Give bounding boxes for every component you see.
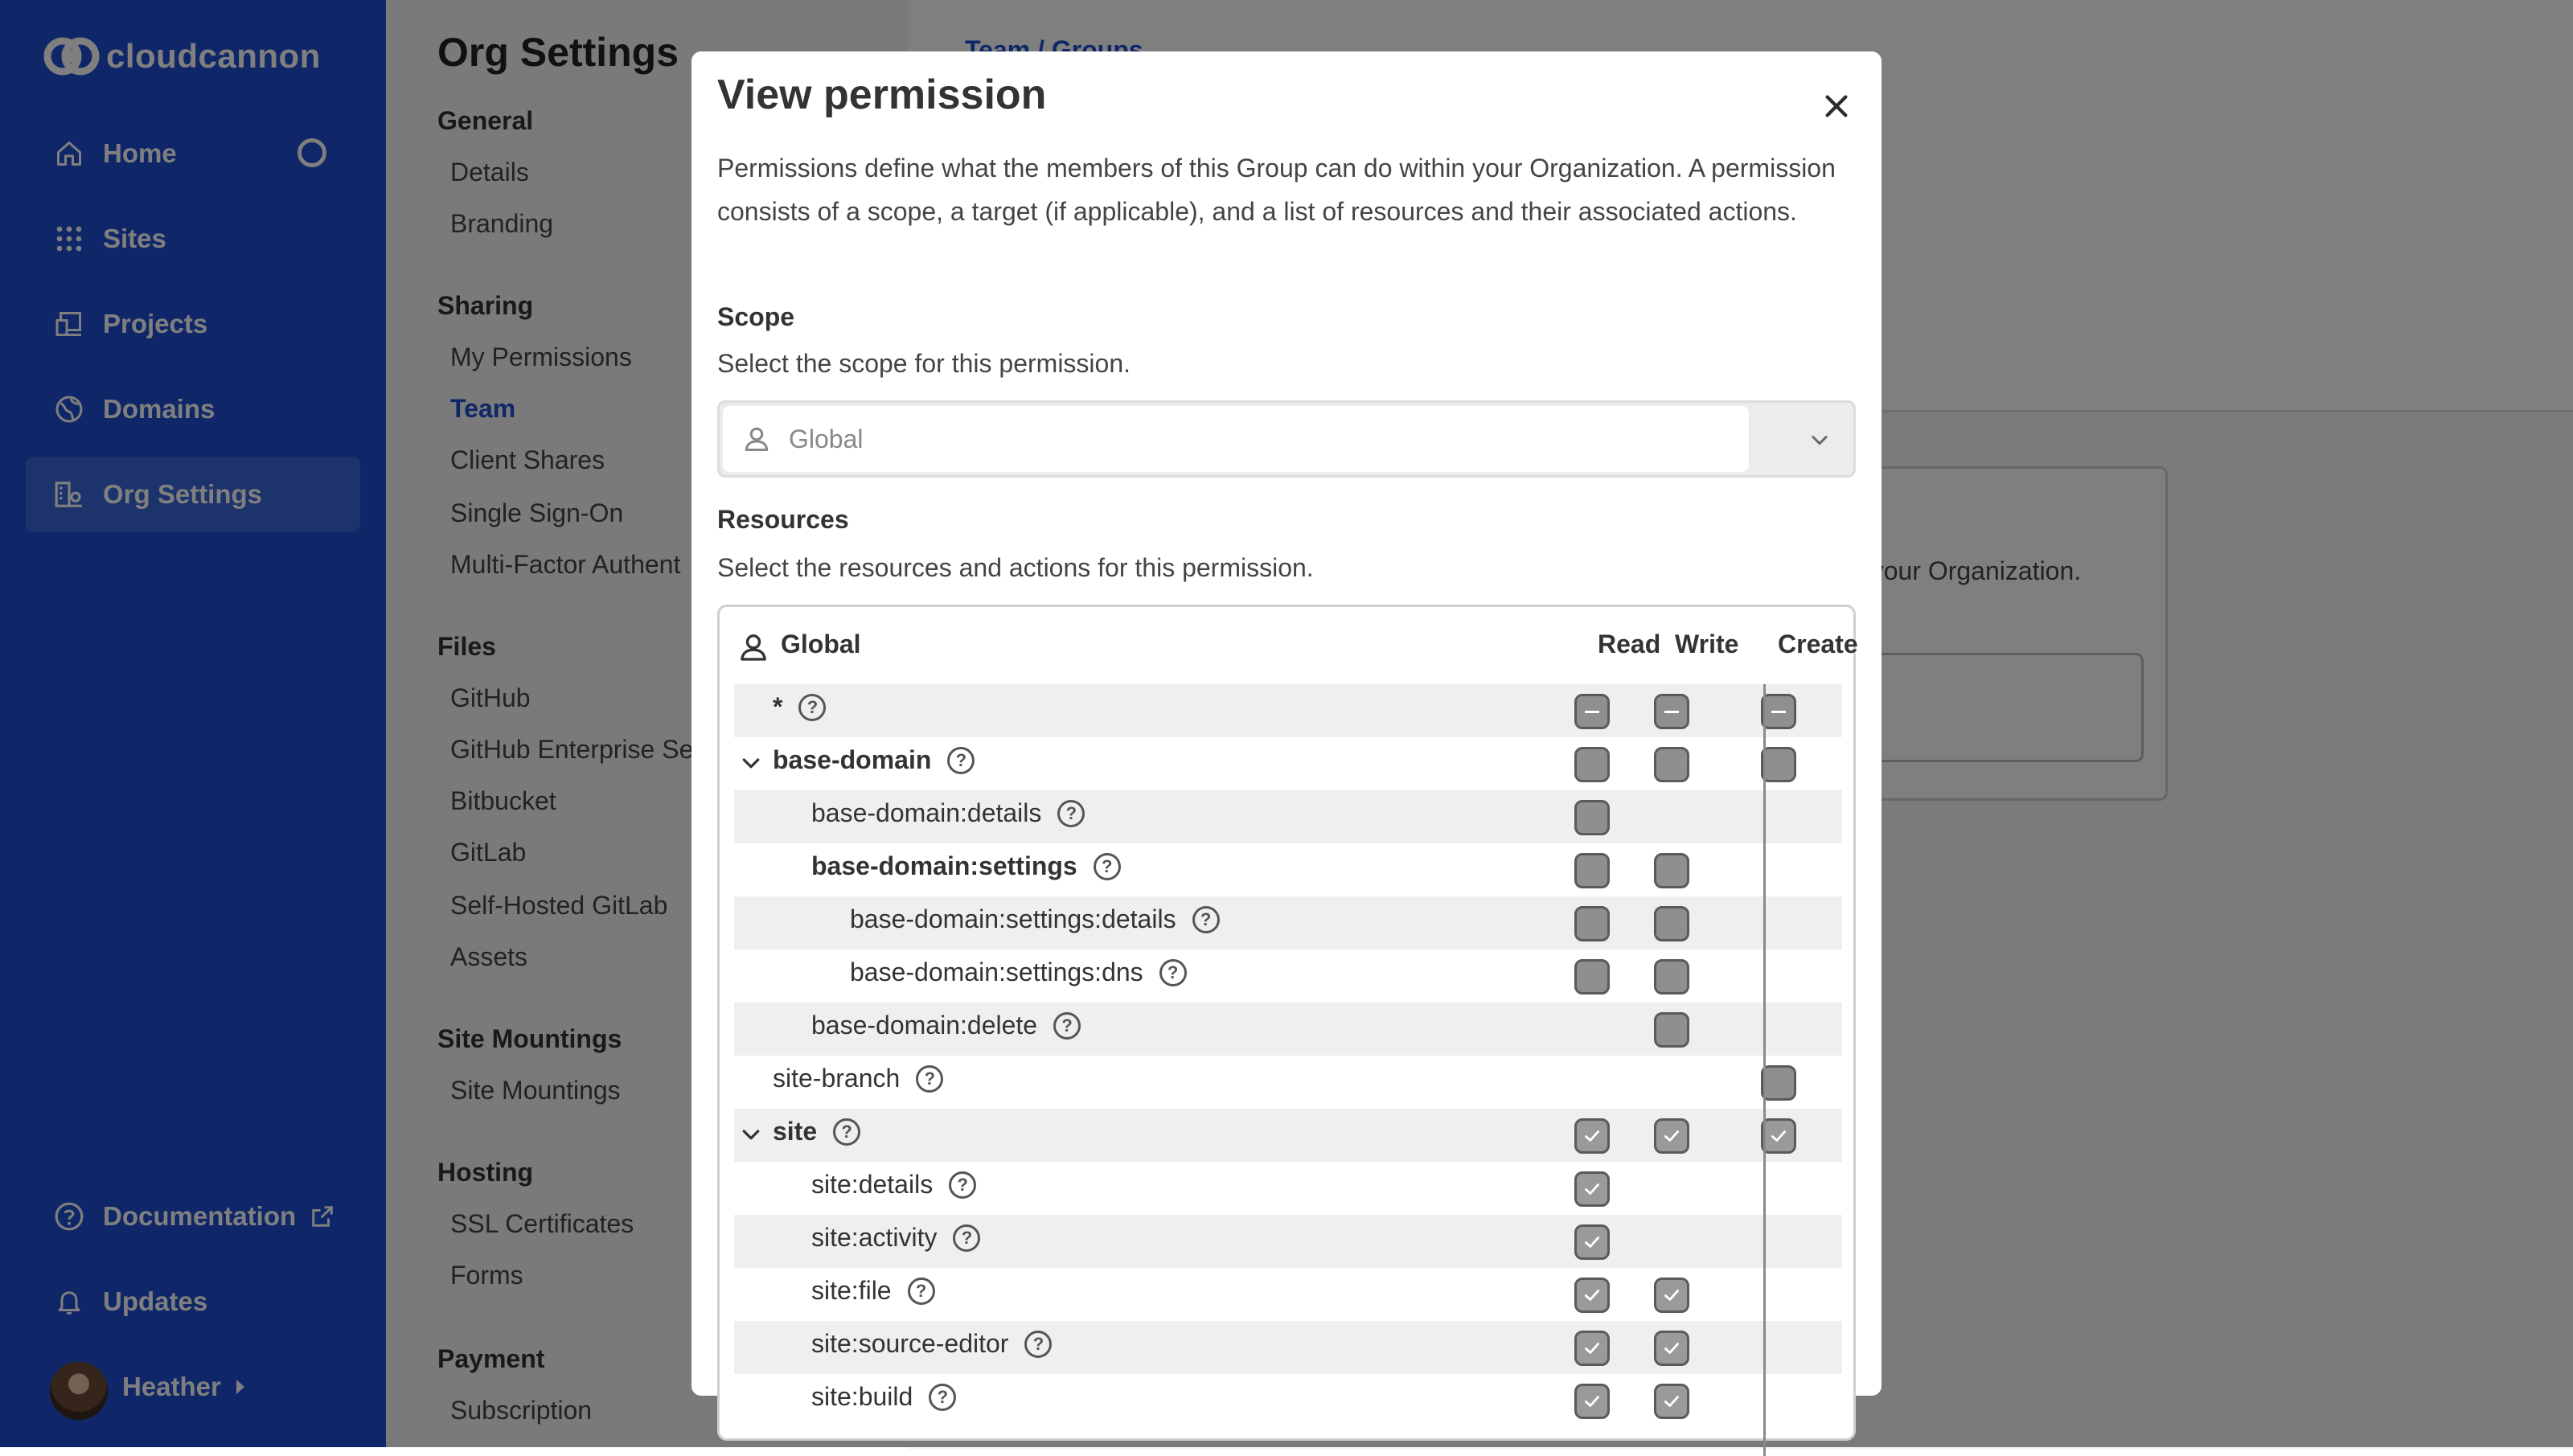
write-checkbox[interactable] bbox=[1654, 853, 1689, 888]
table-row bbox=[734, 1162, 1842, 1215]
table-row bbox=[734, 737, 1842, 790]
help-icon[interactable]: ? bbox=[947, 747, 975, 774]
help-icon[interactable]: ? bbox=[1024, 1331, 1052, 1358]
column-divider bbox=[1763, 684, 1766, 1456]
chevron-down-icon[interactable] bbox=[739, 1123, 763, 1147]
resource-name: site bbox=[773, 1117, 818, 1146]
chevron-down-icon[interactable] bbox=[739, 752, 763, 776]
scope-select[interactable] bbox=[717, 400, 1856, 478]
read-checkbox[interactable] bbox=[1574, 747, 1610, 782]
table-row bbox=[734, 790, 1842, 843]
create-checkbox[interactable] bbox=[1761, 747, 1796, 782]
column-header-create: Create bbox=[1778, 630, 1858, 658]
read-checkbox[interactable] bbox=[1574, 800, 1610, 835]
resource-name: * bbox=[773, 692, 783, 721]
help-icon[interactable]: ? bbox=[949, 1171, 976, 1199]
user-icon bbox=[737, 631, 769, 663]
table-row bbox=[734, 1268, 1842, 1321]
write-checkbox[interactable] bbox=[1654, 959, 1689, 995]
resource-name: site-branch bbox=[773, 1064, 901, 1093]
resource-name: site:build bbox=[811, 1382, 913, 1411]
table-row bbox=[734, 896, 1842, 949]
resource-label bbox=[811, 1329, 1052, 1359]
read-checkbox[interactable] bbox=[1574, 1224, 1610, 1260]
resource-label bbox=[811, 1276, 935, 1306]
table-row bbox=[734, 949, 1842, 1003]
scope-label: Scope bbox=[717, 302, 795, 331]
help-icon[interactable]: ? bbox=[929, 1384, 956, 1411]
table-row bbox=[734, 1003, 1842, 1056]
resources-label: Resources bbox=[717, 505, 849, 534]
resource-name: base-domain:settings:dns bbox=[850, 958, 1143, 986]
help-icon[interactable]: ? bbox=[1057, 800, 1085, 827]
close-button[interactable] bbox=[1814, 84, 1859, 129]
user-icon bbox=[742, 423, 774, 455]
resource-label bbox=[773, 1117, 860, 1146]
table-row bbox=[734, 684, 1842, 737]
resource-name: base-domain:details bbox=[811, 798, 1042, 827]
read-checkbox[interactable] bbox=[1574, 853, 1610, 888]
help-icon[interactable]: ? bbox=[1159, 959, 1187, 986]
resource-name: base-domain:delete bbox=[811, 1011, 1038, 1040]
resource-label bbox=[811, 1223, 980, 1253]
scope-value: Global bbox=[789, 424, 864, 453]
table-row bbox=[734, 1215, 1842, 1268]
column-header-read: Read bbox=[1598, 630, 1661, 658]
resource-name: base-domain:settings bbox=[811, 851, 1077, 880]
write-checkbox[interactable] bbox=[1654, 1012, 1689, 1048]
read-checkbox[interactable] bbox=[1574, 1384, 1610, 1419]
read-checkbox[interactable] bbox=[1574, 1118, 1610, 1154]
help-icon[interactable]: ? bbox=[1192, 906, 1220, 933]
table-row bbox=[734, 1374, 1842, 1427]
write-checkbox[interactable] bbox=[1654, 1331, 1689, 1366]
table-row bbox=[734, 1321, 1842, 1374]
resource-label bbox=[850, 958, 1187, 987]
help-icon[interactable]: ? bbox=[1053, 1012, 1081, 1040]
write-checkbox[interactable] bbox=[1654, 1384, 1689, 1419]
resource-label bbox=[773, 1064, 943, 1093]
create-checkbox[interactable] bbox=[1761, 1118, 1796, 1154]
resource-name: base-domain bbox=[773, 745, 932, 774]
help-icon[interactable]: ? bbox=[908, 1278, 935, 1305]
modal-title: View permission bbox=[717, 72, 1047, 118]
resource-label bbox=[811, 851, 1121, 881]
read-checkbox[interactable] bbox=[1574, 906, 1610, 941]
create-checkbox[interactable] bbox=[1761, 694, 1796, 729]
read-checkbox[interactable] bbox=[1574, 694, 1610, 729]
table-row bbox=[734, 1109, 1842, 1162]
help-icon[interactable]: ? bbox=[833, 1118, 860, 1146]
help-icon[interactable]: ? bbox=[798, 694, 826, 721]
read-checkbox[interactable] bbox=[1574, 1331, 1610, 1366]
column-header-write: Write bbox=[1675, 630, 1739, 658]
table-row bbox=[734, 843, 1842, 896]
resources-help: Select the resources and actions for this permission. bbox=[717, 553, 1314, 582]
help-icon[interactable]: ? bbox=[916, 1065, 943, 1093]
help-icon[interactable]: ? bbox=[953, 1224, 980, 1252]
table-scope-header: Global bbox=[781, 630, 861, 658]
table-row bbox=[734, 1056, 1842, 1109]
close-icon bbox=[1823, 92, 1850, 120]
read-checkbox[interactable] bbox=[1574, 1171, 1610, 1207]
resource-label bbox=[811, 1011, 1081, 1040]
read-checkbox[interactable] bbox=[1574, 959, 1610, 995]
write-checkbox[interactable] bbox=[1654, 1118, 1689, 1154]
resource-label bbox=[773, 692, 826, 722]
write-checkbox[interactable] bbox=[1654, 747, 1689, 782]
resource-name: site:file bbox=[811, 1276, 892, 1305]
scope-help: Select the scope for this permission. bbox=[717, 349, 1131, 378]
resource-name: site:source-editor bbox=[811, 1329, 1009, 1358]
permissions-table bbox=[717, 605, 1856, 1441]
write-checkbox[interactable] bbox=[1654, 1278, 1689, 1313]
resource-name: base-domain:settings:details bbox=[850, 904, 1176, 933]
create-checkbox[interactable] bbox=[1761, 1065, 1796, 1101]
resource-label bbox=[811, 798, 1085, 828]
read-checkbox[interactable] bbox=[1574, 1278, 1610, 1313]
resource-label bbox=[811, 1382, 956, 1412]
chevron-down-icon bbox=[1804, 424, 1836, 456]
resource-name: site:activity bbox=[811, 1223, 938, 1252]
view-permission-modal bbox=[691, 51, 1882, 1411]
resource-label bbox=[811, 1170, 976, 1200]
resource-label bbox=[850, 904, 1220, 934]
resource-name: site:details bbox=[811, 1170, 934, 1199]
resource-label bbox=[773, 745, 975, 775]
write-checkbox[interactable] bbox=[1654, 694, 1689, 729]
help-icon[interactable]: ? bbox=[1094, 853, 1121, 880]
write-checkbox[interactable] bbox=[1654, 906, 1689, 941]
modal-description: Permissions define what the members of this Group can do within your Organization. A permission consists of a scope, a target (if applicable), and a list of resources and their associated actions. bbox=[717, 154, 1836, 226]
